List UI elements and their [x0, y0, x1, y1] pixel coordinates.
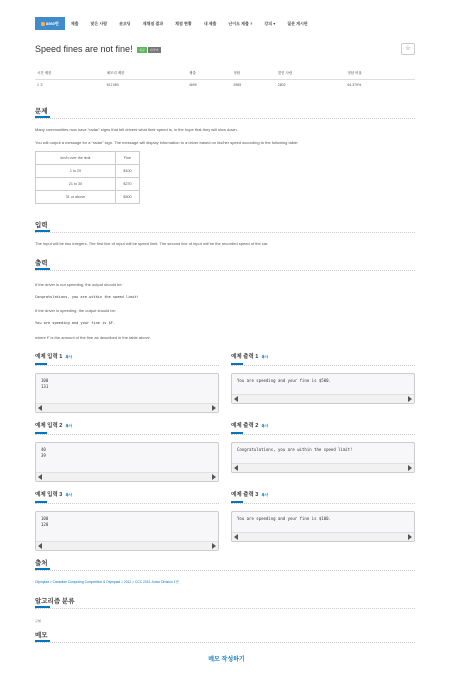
- fine-table-cell: $100: [116, 165, 140, 178]
- sample-title-text: 예제 출력 2: [231, 423, 259, 429]
- sample-output-1[interactable]: [231, 373, 415, 404]
- tab-lectures[interactable]: 강의 ▾: [264, 21, 276, 26]
- fine-table-cell: 21 to 30: [36, 178, 116, 191]
- scroll-right-icon[interactable]: [408, 396, 412, 402]
- favorite-star-button[interactable]: ☆: [401, 43, 415, 55]
- copy-button[interactable]: 복사: [261, 493, 269, 497]
- tab-status[interactable]: 채점 현황: [175, 21, 192, 26]
- horizontal-scrollbar[interactable]: [36, 472, 218, 481]
- tab-submit[interactable]: 제출: [70, 21, 79, 26]
- sample-output-text: Congratulations, you are within the speed limit!: [237, 447, 353, 452]
- write-memo-link[interactable]: 메모 작성하기: [208, 657, 245, 663]
- sample-output-3[interactable]: [231, 511, 415, 542]
- input-description: The input will be two integers. The first line of input will be speed limit. The second line of input will be the recorded speed of the car.: [35, 241, 269, 246]
- scroll-right-icon[interactable]: [212, 474, 216, 480]
- sample-output-text: You are speeding and your fine is $500.: [237, 378, 331, 383]
- sample-title-text: 예제 입력 3: [35, 492, 63, 498]
- horizontal-scrollbar[interactable]: [232, 463, 414, 472]
- copy-button[interactable]: 복사: [261, 355, 269, 359]
- sample-input-2[interactable]: [35, 442, 219, 482]
- section-accent-bar: [35, 268, 50, 270]
- copy-button[interactable]: 복사: [261, 424, 269, 428]
- horizontal-scrollbar[interactable]: [232, 394, 414, 403]
- problem-paragraph: Many communities now have “radar” signs that tell drivers what their speed is, in the hope that they will slow down.: [35, 127, 238, 132]
- section-divider: [35, 642, 415, 643]
- problem-title: Speed fines are not fine!: [35, 44, 133, 54]
- fine-table-cell: 1 to 20: [36, 165, 116, 178]
- copy-button[interactable]: 복사: [65, 424, 73, 428]
- solvers-value: 2802: [277, 83, 286, 88]
- problem-info-table: [35, 69, 415, 91]
- input-heading: 입력: [35, 222, 48, 229]
- info-header: 맞힌 사람: [276, 69, 346, 79]
- sample-input-text: 100 131: [41, 378, 49, 389]
- success-badge: 성공: [139, 47, 145, 52]
- problem-heading: 문제: [35, 108, 48, 115]
- sample-output-text: You are speeding and your fine is $100.: [237, 516, 331, 521]
- scroll-left-icon[interactable]: [234, 396, 238, 402]
- sample-output-1-title: [231, 352, 268, 360]
- fine-table-header: Fine: [116, 152, 140, 165]
- problem-nav-tabs: [35, 17, 314, 30]
- tab-short-coding[interactable]: 숏코딩: [119, 21, 131, 26]
- algorithm-tag[interactable]: 구현: [35, 619, 41, 623]
- copy-button[interactable]: 복사: [65, 493, 73, 497]
- scroll-left-icon[interactable]: [234, 534, 238, 540]
- sample-title-text: 예제 입력 1: [35, 354, 63, 360]
- problem-icon: [41, 22, 45, 26]
- section-divider: [35, 270, 415, 271]
- sample-input-1[interactable]: [35, 373, 219, 413]
- sample-output-2[interactable]: [231, 442, 415, 473]
- sample-divider: [231, 503, 415, 504]
- horizontal-scrollbar[interactable]: [36, 403, 218, 412]
- tab-my-submissions[interactable]: 내 제출: [203, 21, 217, 26]
- copy-button[interactable]: 복사: [65, 355, 73, 359]
- accept-ratio-value: 64.379%: [347, 83, 362, 88]
- accepted-value: 2985: [233, 83, 242, 88]
- submissions-value: 4699: [188, 83, 197, 88]
- sample-input-1-title: [35, 352, 72, 360]
- output-heading: 출력: [35, 260, 48, 267]
- algorithm-heading: 알고리즘 분류: [35, 598, 75, 605]
- scroll-left-icon[interactable]: [38, 543, 42, 549]
- sample-input-text: 40 39: [41, 447, 46, 458]
- memory-limit-value: 512 MB: [106, 83, 119, 88]
- sample-divider: [35, 503, 219, 504]
- section-accent-bar: [35, 568, 50, 570]
- output-code: You are speeding and your fine is $F.: [35, 321, 116, 325]
- info-header: 정답: [231, 69, 275, 79]
- fine-table-header: km/h over the limit: [36, 152, 116, 165]
- sample-divider: [35, 365, 219, 366]
- scroll-right-icon[interactable]: [212, 405, 216, 411]
- sample-title-text: 예제 출력 3: [231, 492, 259, 498]
- sample-input-3-title: [35, 490, 72, 498]
- scroll-left-icon[interactable]: [234, 465, 238, 471]
- horizontal-scrollbar[interactable]: [232, 532, 414, 541]
- section-accent-bar: [35, 640, 50, 642]
- sample-input-3[interactable]: [35, 511, 219, 551]
- tab-rejudge[interactable]: 재채점 결과: [142, 21, 164, 26]
- section-divider: [35, 232, 415, 233]
- fine-table-cell: 31 or above: [36, 191, 116, 204]
- output-paragraph: If the driver is not speeding, the output should be:: [35, 282, 123, 287]
- tab-problem[interactable]: [35, 17, 65, 30]
- source-link[interactable]: Olympiad > Canadian Computing Competition & Olympiad > 2012 > CCC 2012 Junior Division 1번: [35, 580, 179, 584]
- section-divider: [35, 608, 415, 609]
- sample-divider: [231, 434, 415, 435]
- output-paragraph: where F is the amount of the fine as described in the table above.: [35, 335, 151, 340]
- scroll-left-icon[interactable]: [38, 405, 42, 411]
- sample-divider: [35, 434, 219, 435]
- sample-title-text: 예제 출력 1: [231, 354, 259, 360]
- fine-table-cell: $500: [116, 191, 140, 204]
- problem-paragraph: You will output a message for a “radar” sign. The message will display information to a driver based on his/her speed according to the following table:: [35, 140, 299, 145]
- sample-divider: [231, 365, 415, 366]
- section-divider: [35, 570, 415, 571]
- info-header: 시간 제한: [35, 69, 105, 79]
- tab-solvers[interactable]: 맞은 사람: [90, 21, 108, 26]
- info-header: 정답 비율: [345, 69, 415, 79]
- output-paragraph: If the driver is speeding, the output should be:: [35, 308, 116, 313]
- scroll-right-icon[interactable]: [212, 543, 216, 549]
- section-divider: [35, 118, 415, 119]
- info-header: 제출: [187, 69, 231, 79]
- title-row: [35, 44, 415, 58]
- source-heading: 출처: [35, 560, 48, 567]
- memo-heading: 메모: [35, 632, 48, 639]
- problem-title-wrap: [35, 44, 161, 54]
- sample-output-3-title: [231, 490, 268, 498]
- fine-table: [35, 151, 140, 204]
- section-accent-bar: [35, 230, 50, 232]
- sample-output-2-title: [231, 421, 268, 429]
- sample-input-text: 100 120: [41, 516, 49, 527]
- tab-label: 8560번: [46, 21, 59, 26]
- sample-title-text: 예제 입력 2: [35, 423, 63, 429]
- scroll-left-icon[interactable]: [38, 474, 42, 480]
- info-header: 메모리 제한: [105, 69, 187, 79]
- tab-difficulty[interactable]: 난이도 제출 ?: [228, 21, 253, 26]
- output-code: Congratulations, you are within the speed limit!: [35, 295, 139, 299]
- time-limit-value: 1 초: [37, 82, 44, 87]
- tab-board[interactable]: 질문 게시판: [287, 21, 308, 26]
- sample-input-2-title: [35, 421, 72, 429]
- multilang-badge: 다국어: [149, 47, 159, 52]
- scroll-right-icon[interactable]: [408, 534, 412, 540]
- section-accent-bar: [35, 606, 50, 608]
- scroll-right-icon[interactable]: [408, 465, 412, 471]
- section-accent-bar: [35, 116, 50, 118]
- horizontal-scrollbar[interactable]: [36, 541, 218, 550]
- fine-table-cell: $270: [116, 178, 140, 191]
